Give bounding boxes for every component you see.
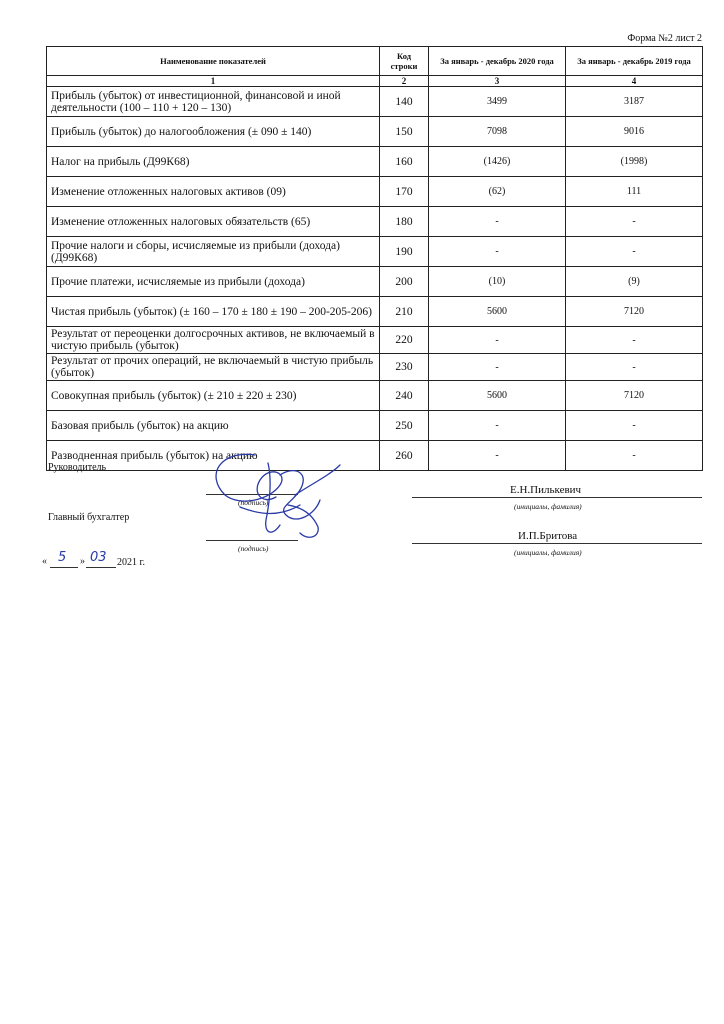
row-value-2019: -	[566, 411, 703, 441]
table-row	[47, 411, 703, 441]
row-value-2020: -	[429, 354, 566, 381]
column-number-row	[47, 76, 703, 87]
row-name: Совокупная прибыль (убыток) (± 210 ± 220 ± 230)	[47, 381, 380, 411]
col-number-1: 1	[47, 76, 380, 87]
row-value-2019: -	[566, 207, 703, 237]
accountant-name: И.П.Бритова	[518, 530, 578, 542]
table-row	[47, 267, 703, 297]
col-number-2: 2	[380, 76, 429, 87]
table-row	[47, 327, 703, 354]
date-quote-close: »	[80, 556, 85, 567]
row-value-2020: -	[429, 441, 566, 471]
row-name: Прибыль (убыток) от инвестиционной, финансовой и иной деятельности (100 – 110 + 120 – 130)	[47, 87, 380, 117]
col-number-4: 4	[566, 76, 703, 87]
table-row	[47, 87, 703, 117]
row-value-2019: 9016	[566, 117, 703, 147]
date-month-line	[86, 567, 116, 568]
row-value-2020: 5600	[429, 381, 566, 411]
accountant-name-line	[412, 543, 702, 544]
row-value-2020: -	[429, 207, 566, 237]
row-value-2020: 5600	[429, 297, 566, 327]
table-row	[47, 177, 703, 207]
row-code: 230	[380, 354, 429, 381]
row-value-2019: (1998)	[566, 147, 703, 177]
date-day: 5	[58, 550, 67, 565]
accountant-name-hint: (инициалы, фамилия)	[514, 548, 582, 557]
row-code: 140	[380, 87, 429, 117]
table-row	[47, 441, 703, 471]
row-code: 150	[380, 117, 429, 147]
row-code: 160	[380, 147, 429, 177]
table-row	[47, 354, 703, 381]
row-value-2019: -	[566, 237, 703, 267]
row-code: 210	[380, 297, 429, 327]
table-row	[47, 381, 703, 411]
row-name: Налог на прибыль (Д99К68)	[47, 147, 380, 177]
row-value-2020: 7098	[429, 117, 566, 147]
row-value-2019: 111	[566, 177, 703, 207]
head-label: Руководитель	[48, 462, 107, 473]
head-name-hint: (инициалы, фамилия)	[514, 502, 582, 511]
row-code: 170	[380, 177, 429, 207]
signature-scribble	[200, 445, 350, 545]
date-year: 2021 г.	[117, 557, 145, 568]
row-code: 200	[380, 267, 429, 297]
table-row	[47, 297, 703, 327]
col-number-3: 3	[429, 76, 566, 87]
row-code: 260	[380, 441, 429, 471]
header-name: Наименование показателей	[47, 47, 380, 76]
row-code: 250	[380, 411, 429, 441]
row-value-2020: (1426)	[429, 147, 566, 177]
form-caption: Форма №2 лист 2	[627, 33, 702, 44]
header-2020: За январь - декабрь 2020 года	[429, 47, 566, 76]
report-table	[46, 46, 703, 471]
row-name: Чистая прибыль (убыток) (± 160 – 170 ± 180 ± 190 – 200-205-206)	[47, 297, 380, 327]
row-value-2019: -	[566, 327, 703, 354]
row-code: 180	[380, 207, 429, 237]
row-name: Изменение отложенных налоговых обязательств (65)	[47, 207, 380, 237]
row-name: Разводненная прибыль (убыток) на акцию	[47, 441, 380, 471]
row-value-2019: 3187	[566, 87, 703, 117]
row-code: 240	[380, 381, 429, 411]
row-name: Прибыль (убыток) до налогообложения (± 090 ± 140)	[47, 117, 380, 147]
row-code: 220	[380, 327, 429, 354]
date-day-line	[50, 567, 78, 568]
accountant-label: Главный бухгалтер	[48, 512, 130, 523]
row-name: Базовая прибыль (убыток) на акцию	[47, 411, 380, 441]
head-name: Е.Н.Пилькевич	[510, 484, 582, 496]
row-value-2020: -	[429, 237, 566, 267]
table-row	[47, 117, 703, 147]
table-row	[47, 237, 703, 267]
row-value-2019: 7120	[566, 297, 703, 327]
row-value-2019: (9)	[566, 267, 703, 297]
head-name-line	[412, 497, 702, 498]
row-value-2020: -	[429, 327, 566, 354]
row-name: Прочие налоги и сборы, исчисляемые из прибыли (дохода) (Д99К68)	[47, 237, 380, 267]
row-value-2020: (62)	[429, 177, 566, 207]
head-signature-hint: (подпись)	[238, 498, 269, 507]
row-value-2020: -	[429, 411, 566, 441]
table-row	[47, 147, 703, 177]
row-value-2019: -	[566, 441, 703, 471]
date-quote-open: «	[42, 556, 47, 567]
row-name: Результат от переоценки долгосрочных активов, не включаемый в чистую прибыль (убыток)	[47, 327, 380, 354]
row-code: 190	[380, 237, 429, 267]
row-name: Результат от прочих операций, не включаемый в чистую прибыль (убыток)	[47, 354, 380, 381]
row-value-2020: 3499	[429, 87, 566, 117]
date-month: 03	[90, 550, 107, 565]
row-value-2019: -	[566, 354, 703, 381]
row-name: Изменение отложенных налоговых активов (09)	[47, 177, 380, 207]
header-2019: За январь - декабрь 2019 года	[566, 47, 703, 76]
row-name: Прочие платежи, исчисляемые из прибыли (дохода)	[47, 267, 380, 297]
row-value-2019: 7120	[566, 381, 703, 411]
row-value-2020: (10)	[429, 267, 566, 297]
header-row	[47, 47, 703, 76]
table-row	[47, 207, 703, 237]
header-code: Код строки	[380, 47, 429, 76]
accountant-signature-hint: (подпись)	[238, 544, 269, 553]
